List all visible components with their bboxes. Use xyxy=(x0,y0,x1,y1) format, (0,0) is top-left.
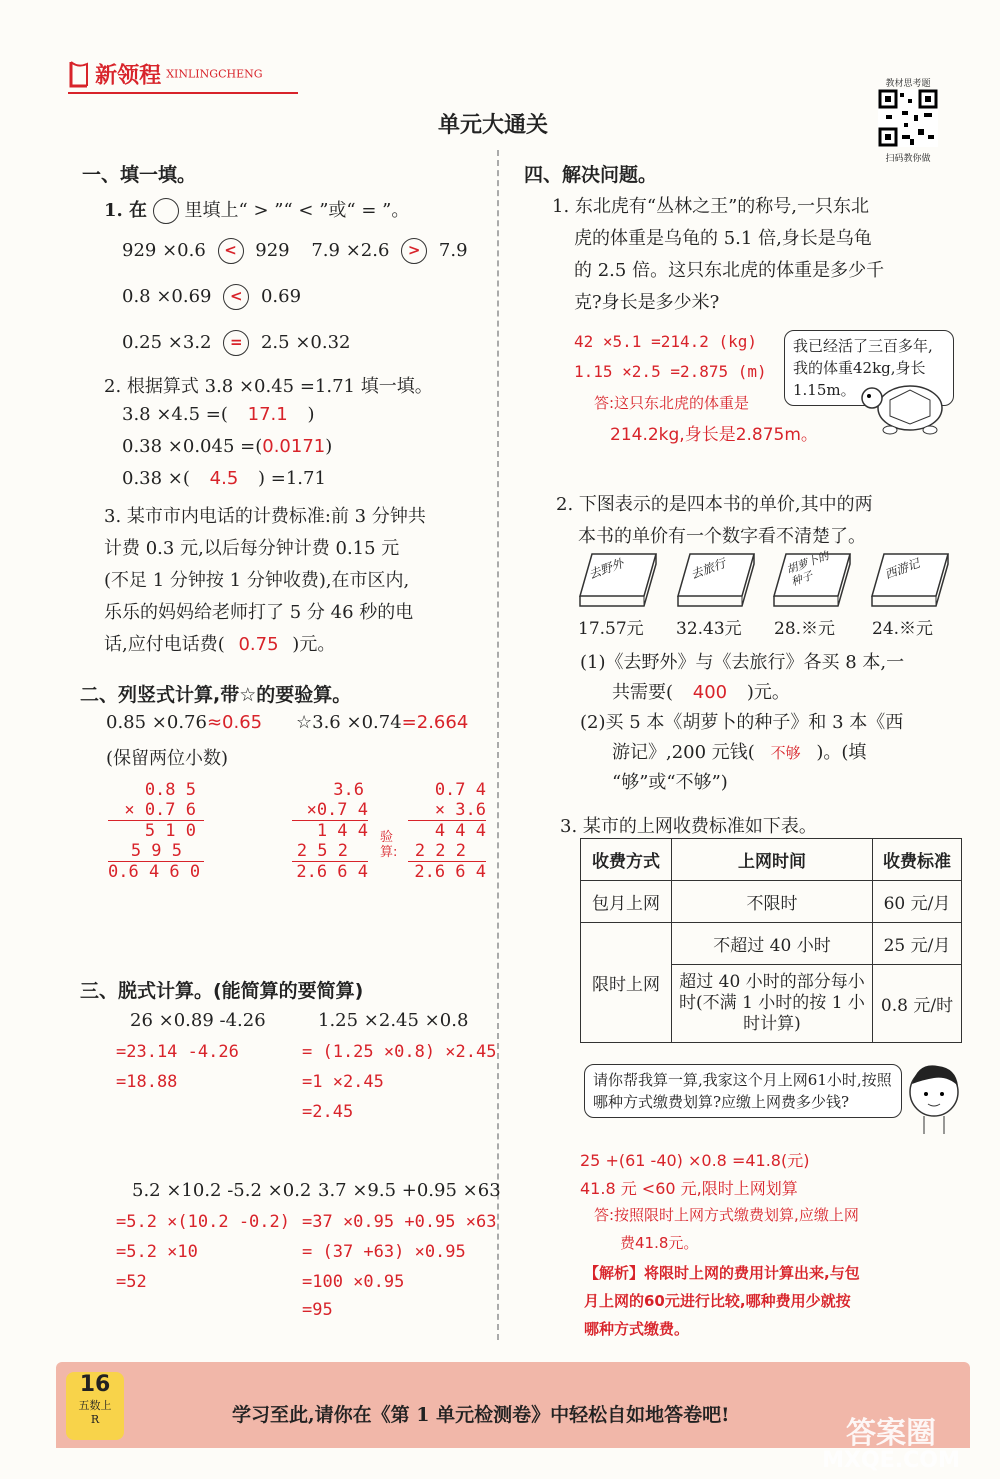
p1-line-2: 虎的体重是乌龟的 5.1 倍,身长是乌龟 xyxy=(574,228,872,249)
p1-line-3: 的 2.5 倍。这只东北虎的体重是多少千 xyxy=(574,260,885,281)
grade-label: 五数上 xyxy=(78,1399,112,1412)
vertical-calc-2-expr: ☆3.6 ×0.74=2.664 xyxy=(296,712,469,733)
section-3-title: 三、脱式计算。(能简算的要简算) xyxy=(80,980,364,1002)
logo: 新领程 XINLINGCHENG xyxy=(68,58,263,90)
p1-line-1: 1. 东北虎有“丛林之王”的称号,一只东北 xyxy=(552,196,870,217)
blank-circle xyxy=(153,198,179,224)
vertical-calc-1: 0.8 5 × 0.7 6 5 1 0 5 9 5 0.6 4 6 0 xyxy=(108,780,204,882)
analysis-line-2: 月上网的60元进行比较,哪种费用少就按 xyxy=(584,1292,851,1310)
vertical-calc-1-expr: 0.85 ×0.76≈0.65 xyxy=(106,712,263,733)
p2-q1-line-1: (1)《去野外》与《去旅行》各买 8 本,一 xyxy=(580,652,905,673)
q1-row-2: 0.8 ×0.69 < 0.69 xyxy=(122,284,301,310)
q3-line-4: 乐乐的妈妈给老师打了 5 分 46 秒的电 xyxy=(104,602,414,623)
p1-answer-2: 214.2kg,身长是2.875m。 xyxy=(610,425,818,445)
p3-stem: 3. 某市的上网收费标准如下表。 xyxy=(560,816,817,837)
boy-speech-bubble: 请你帮我算一算,我家这个月上网61小时,按照哪种方式缴费划算?应缴上网费多少钱? xyxy=(584,1064,902,1118)
p1-line-4: 克?身长是多少米? xyxy=(574,292,720,313)
fee-table xyxy=(580,838,962,1043)
book-cover: 胡萝卜的种子 xyxy=(772,552,852,610)
qr-block[interactable]: 教材思考题 扫码教你做 xyxy=(876,76,940,164)
expr-c-step-2: =5.2 ×10 xyxy=(116,1242,198,1262)
q3-line-3: (不足 1 分钟按 1 分钟收费),在市区内, xyxy=(104,570,410,591)
q1-stem: 1. 在 里填上“ > ”“ < ”或“ = ”。 xyxy=(104,196,409,224)
p2-line-1: 2. 下图表示的是四本书的单价,其中的两 xyxy=(556,494,873,515)
expr-b-step-3: =2.45 xyxy=(302,1102,354,1122)
book-logo-icon xyxy=(68,58,90,90)
qr-code-icon xyxy=(878,89,938,147)
check-label: 验算: xyxy=(380,830,398,860)
expr-b: 1.25 ×2.45 ×0.8 xyxy=(318,1010,469,1031)
expr-d-step-4: =95 xyxy=(302,1300,333,1320)
q2-a: 3.8 ×4.5 =( 17.1 ) xyxy=(122,404,315,425)
boy-icon xyxy=(904,1056,964,1136)
answer-circle: = xyxy=(223,330,249,356)
edition-label: R xyxy=(90,1413,100,1426)
p3-solution-1: 25 +(61 -40) ×0.8 =41.8(元) xyxy=(580,1151,810,1170)
expr-c-step-1: =5.2 ×(10.2 -0.2) xyxy=(116,1212,290,1232)
table-cell: 不超过 40 小时 xyxy=(672,923,873,965)
book-price: 32.43元 xyxy=(676,619,742,639)
p2-q2-line-1: (2)买 5 本《胡萝卜的种子》和 3 本《西 xyxy=(580,712,904,733)
book-cover: 去旅行 xyxy=(676,552,756,610)
p3-answer-2: 费41.8元。 xyxy=(620,1234,699,1252)
page-number: 16 xyxy=(79,1372,111,1397)
answer-circle: < xyxy=(223,284,249,310)
table-cell: 60 元/月 xyxy=(873,881,962,923)
page-badge xyxy=(66,1372,124,1440)
p2-q2-line-2: 游记》,200 元钱( 不够 )。(填 xyxy=(612,742,867,763)
table-cell: 包月上网 xyxy=(581,881,672,923)
book-price: 17.57元 xyxy=(578,619,644,639)
p1-solution-2: 1.15 ×2.5 =2.875 (m) xyxy=(574,362,767,381)
table-cell: 不限时 xyxy=(672,881,873,923)
book-cover: 西游记 xyxy=(870,552,950,610)
p2-q1-line-2: 共需要( 400 )元。 xyxy=(612,682,790,703)
q2-b: 0.38 ×0.045 =(0.0171) xyxy=(122,436,333,457)
section-2-title: 二、列竖式计算,带☆的要验算。 xyxy=(80,684,352,706)
expr-c-step-3: =52 xyxy=(116,1272,147,1292)
column-divider xyxy=(497,150,499,1340)
expr-d: 3.7 ×9.5 +0.95 ×63 xyxy=(318,1180,501,1201)
p3-answer-1: 答:按照限时上网方式缴费划算,应缴上网 xyxy=(594,1206,859,1224)
book-cover: 去野外 xyxy=(578,552,658,610)
p2-line-2: 本书的单价有一个数字看不清楚了。 xyxy=(578,526,866,547)
p1-answer-1: 答:这只东北虎的体重是 xyxy=(594,394,750,412)
book-row xyxy=(578,549,948,642)
q3-line-2: 计费 0.3 元,以后每分钟计费 0.15 元 xyxy=(104,538,400,559)
table-header: 收费标准 xyxy=(873,839,962,881)
p1-solution-1: 42 ×5.1 =214.2 (kg) xyxy=(574,332,758,351)
table-cell: 25 元/月 xyxy=(873,923,962,965)
expr-b-step-1: = (1.25 ×0.8) ×2.45 xyxy=(302,1042,497,1062)
vertical-calc-3: 0.7 4 × 3.6 4 4 4 2 2 2 2.6 6 4 xyxy=(408,780,486,882)
vertical-calc-2: 3.6 ×0.7 4 1 4 4 2 5 2 2.6 6 4 xyxy=(292,780,368,882)
book-price: 24.※元 xyxy=(872,619,934,639)
expr-d-step-3: =100 ×0.95 xyxy=(302,1272,405,1292)
q1-row-1: 929 ×0.6 < 929 7.9 ×2.6 > 7.9 xyxy=(122,238,468,264)
p3-solution-2: 41.8 元 <60 元,限时上网划算 xyxy=(580,1179,798,1198)
q3-line-5: 话,应付电话费( 0.75 )元。 xyxy=(104,634,336,655)
q2-c: 0.38 ×( 4.5 ) =1.71 xyxy=(122,468,326,489)
turtle-speech-bubble: 我已经活了三百多年,我的体重42kg,身长1.15m。 xyxy=(784,330,954,406)
q3-line-1: 3. 某市市内电话的计费标准:前 3 分钟共 xyxy=(104,506,426,527)
book-price: 28.※元 xyxy=(774,619,836,639)
answer-circle: > xyxy=(401,238,427,264)
expr-c: 5.2 ×10.2 -5.2 ×0.2 xyxy=(132,1180,312,1201)
analysis-line-1: 【解析】将限时上网的费用计算出来,与包 xyxy=(584,1264,860,1282)
turtle-illustration xyxy=(860,376,950,440)
expr-d-step-2: = (37 +63) ×0.95 xyxy=(302,1242,466,1262)
expr-b-step-2: =1 ×2.45 xyxy=(302,1072,384,1092)
expr-d-step-1: =37 ×0.95 +0.95 ×63 xyxy=(302,1212,497,1232)
answer-circle: < xyxy=(218,238,244,264)
table-cell: 超过 40 小时的部分每小时(不满 1 小时的按 1 小时计算) xyxy=(672,965,873,1043)
section-4-title: 四、解决问题。 xyxy=(524,164,658,186)
section-1-title: 一、填一填。 xyxy=(82,164,197,186)
watermark: 答案圈 MXQE.COM xyxy=(822,1416,960,1473)
analysis-line-3: 哪种方式缴费。 xyxy=(584,1320,690,1338)
boy-illustration xyxy=(904,1056,964,1140)
expr-a-step-1: =23.14 -4.26 xyxy=(116,1042,239,1062)
table-header: 收费方式 xyxy=(581,839,672,881)
q1-row-3: 0.25 ×3.2 = 2.5 ×0.32 xyxy=(122,330,351,356)
p2-q2-line-3: “够”或“不够”) xyxy=(612,772,728,793)
table-header: 上网时间 xyxy=(672,839,873,881)
q2-stem: 2. 根据算式 3.8 ×0.45 =1.71 填一填。 xyxy=(104,376,433,397)
turtle-icon xyxy=(860,376,950,436)
round-note: (保留两位小数) xyxy=(106,748,229,769)
expr-a: 26 ×0.89 -4.26 xyxy=(130,1010,266,1031)
page-title: 单元大通关 xyxy=(438,113,549,138)
table-cell: 0.8 元/时 xyxy=(873,965,962,1043)
table-cell: 限时上网 xyxy=(581,923,672,1043)
footer-text: 学习至此,请你在《第 1 单元检测卷》中轻松自如地答卷吧! xyxy=(232,1404,730,1426)
expr-a-step-2: =18.88 xyxy=(116,1072,178,1092)
